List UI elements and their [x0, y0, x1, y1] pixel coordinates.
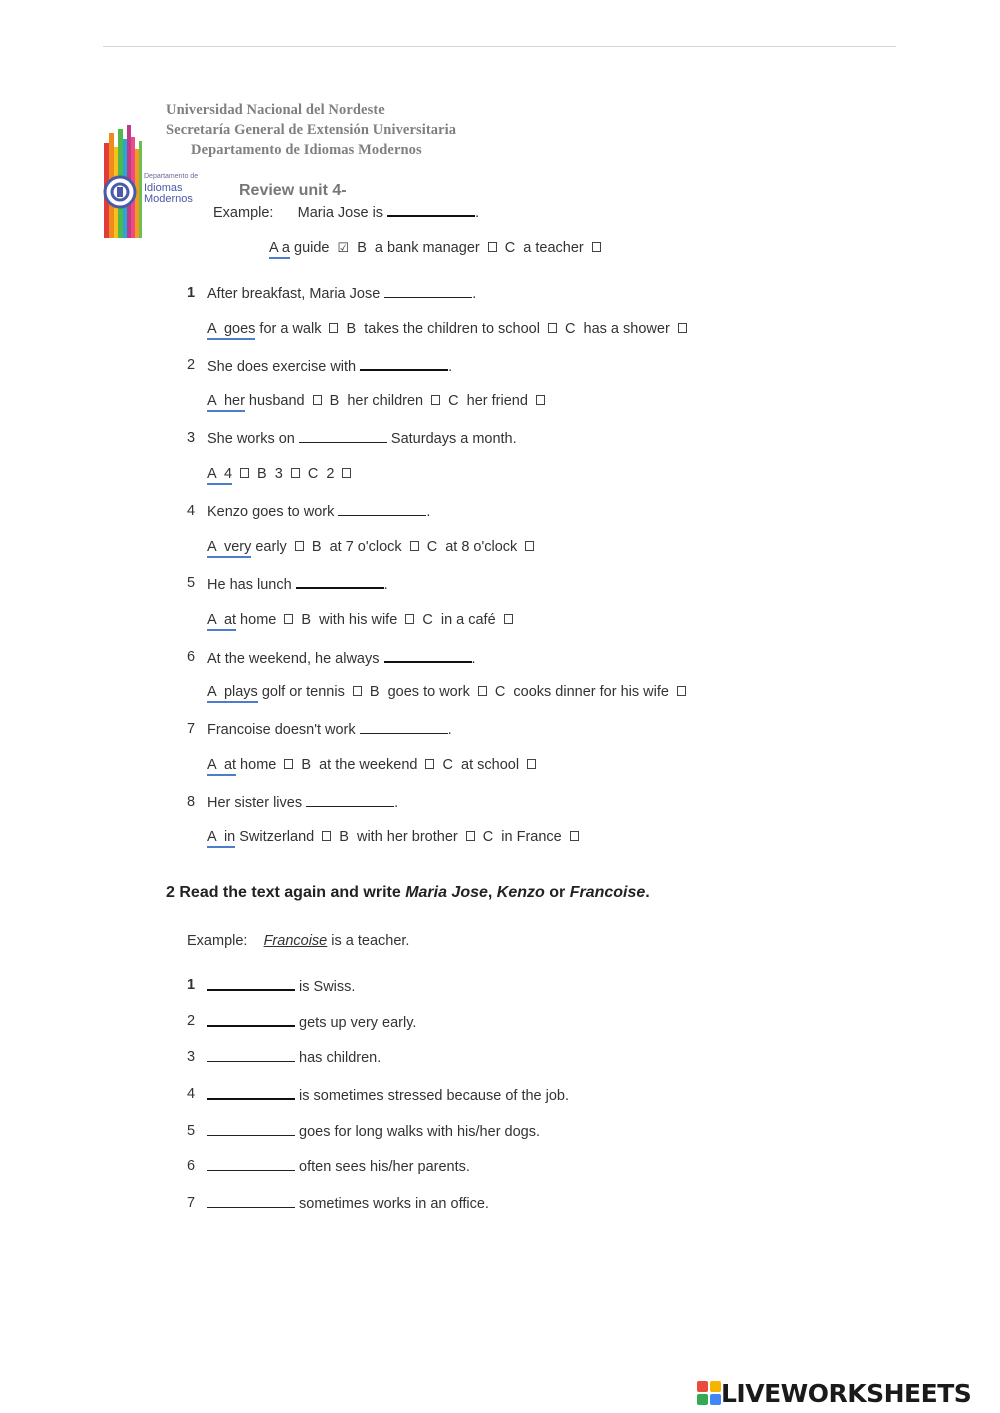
question-number: 6	[187, 649, 196, 665]
option-a[interactable]: A 4	[207, 466, 232, 485]
checkbox-icon[interactable]	[592, 242, 601, 252]
checkbox-icon[interactable]	[678, 323, 687, 333]
checkbox-icon[interactable]	[536, 395, 545, 405]
checkbox-icon[interactable]	[405, 614, 414, 624]
example-option-b[interactable]: B a bank manager	[357, 240, 480, 256]
option-c[interactable]: C 2	[307, 466, 335, 482]
item-number: 3	[187, 1049, 196, 1065]
option-b[interactable]: B takes the children to school	[346, 321, 540, 337]
answer-blank	[338, 503, 426, 516]
option-b[interactable]: B her children	[329, 393, 424, 409]
answer-blank	[360, 357, 448, 371]
checkbox-icon[interactable]	[291, 468, 300, 478]
answer-blank[interactable]	[207, 1195, 295, 1208]
checkbox-icon[interactable]	[342, 468, 351, 478]
option-a[interactable]: A very	[207, 539, 251, 558]
option-c[interactable]: C in a café	[422, 612, 496, 628]
answer-blank[interactable]	[207, 1158, 295, 1171]
checkbox-icon[interactable]	[548, 323, 557, 333]
example-label: Example:	[213, 205, 274, 221]
option-a[interactable]: A her	[207, 393, 245, 412]
item-number: 4	[187, 1086, 196, 1102]
question-2: She does exercise with .	[207, 359, 453, 375]
checkbox-icon[interactable]	[353, 686, 362, 696]
option-b[interactable]: B 3	[257, 466, 283, 482]
example-option-c[interactable]: C a teacher	[504, 240, 584, 256]
checkbox-icon[interactable]	[329, 323, 338, 333]
option-c[interactable]: C her friend	[448, 393, 528, 409]
question-6-options: A plays golf or tennis B goes to work C cooks dinner for his wife	[207, 684, 690, 700]
fill-item-1: is Swiss.	[207, 977, 355, 995]
section-2-heading: 2 Read the text again and write Maria Jose, Kenzo or Francoise.	[166, 884, 650, 901]
option-c[interactable]: C cooks dinner for his wife	[494, 684, 669, 700]
question-7: Francoise doesn't work .	[207, 722, 452, 738]
answer-blank[interactable]	[207, 977, 295, 991]
checkbox-icon[interactable]	[410, 541, 419, 551]
option-c[interactable]: C at 8 o'clock	[426, 539, 518, 555]
fill-item-4: is sometimes stressed because of the job.	[207, 1086, 569, 1104]
answer-blank[interactable]	[207, 1123, 295, 1136]
question-8-options: A in Switzerland B with her brother C in France	[207, 829, 583, 845]
department-name: Departamento de Idiomas Modernos	[191, 142, 422, 158]
item-number: 5	[187, 1123, 196, 1139]
question-5: He has lunch .	[207, 577, 388, 593]
fill-item-6: often sees his/her parents.	[207, 1158, 470, 1175]
checkbox-icon[interactable]	[466, 831, 475, 841]
answer-blank	[387, 203, 475, 217]
checkbox-icon[interactable]	[313, 395, 322, 405]
example-option-a[interactable]: A a	[269, 240, 290, 259]
logo-text-line2: Modernos	[144, 193, 193, 205]
fill-item-5: goes for long walks with his/her dogs.	[207, 1123, 540, 1140]
option-b[interactable]: B goes to work	[369, 684, 470, 700]
question-number: 4	[187, 503, 196, 519]
answer-blank	[296, 575, 384, 589]
answer-blank[interactable]	[207, 1086, 295, 1100]
fill-item-2: gets up very early.	[207, 1013, 416, 1031]
checked-box-icon[interactable]: ☑	[337, 240, 350, 255]
option-b[interactable]: B at 7 o'clock	[311, 539, 402, 555]
question-number: 3	[187, 430, 196, 446]
option-b[interactable]: B with her brother	[339, 829, 458, 845]
checkbox-icon[interactable]	[525, 541, 534, 551]
fill-item-7: sometimes works in an office.	[207, 1195, 489, 1212]
option-a[interactable]: A goes	[207, 321, 255, 340]
logo-text-line1: Idiomas	[144, 182, 183, 194]
option-a[interactable]: A at	[207, 612, 236, 631]
question-number: 5	[187, 575, 196, 591]
option-b[interactable]: B at the weekend	[301, 757, 418, 773]
checkbox-icon[interactable]	[295, 541, 304, 551]
section-2-example: Example: Francoise is a teacher.	[187, 933, 410, 949]
option-a[interactable]: A at	[207, 757, 236, 776]
answer-blank	[299, 430, 387, 443]
answer-blank	[360, 721, 448, 734]
checkbox-icon[interactable]	[527, 759, 536, 769]
option-b[interactable]: B with his wife	[301, 612, 398, 628]
example-sentence: Example: Maria Jose is .	[213, 205, 480, 221]
checkbox-icon[interactable]	[488, 242, 497, 252]
question-3: She works on Saturdays a month.	[207, 431, 517, 447]
question-number: 1	[187, 285, 196, 301]
question-1-options: A goes for a walk B takes the children to school C has a shower	[207, 321, 691, 337]
question-4-options: A very early B at 7 o'clock C at 8 o'clock	[207, 539, 538, 555]
checkbox-icon[interactable]	[677, 686, 686, 696]
brand-text: LIVEWORKSHEETS	[721, 1378, 972, 1408]
review-title: Review unit 4-	[239, 182, 347, 199]
option-c[interactable]: C in France	[482, 829, 562, 845]
checkbox-icon[interactable]	[570, 831, 579, 841]
item-number: 6	[187, 1158, 196, 1174]
question-6: At the weekend, he always .	[207, 651, 476, 667]
question-number: 2	[187, 357, 196, 373]
fill-item-3: has children.	[207, 1049, 381, 1066]
checkbox-icon[interactable]	[431, 395, 440, 405]
answer-blank	[384, 285, 472, 298]
item-number: 1	[187, 977, 196, 993]
checkbox-icon[interactable]	[478, 686, 487, 696]
checkbox-icon[interactable]	[504, 614, 513, 624]
top-rule	[103, 46, 896, 47]
example-options: A a guide ☑ B a bank manager C a teacher	[269, 240, 605, 256]
item-number: 7	[187, 1195, 196, 1211]
question-4: Kenzo goes to work .	[207, 504, 431, 520]
checkbox-icon[interactable]	[284, 759, 293, 769]
secretariat-name: Secretaría General de Extensión Universitaria	[166, 122, 457, 138]
item-number: 2	[187, 1013, 196, 1029]
option-a[interactable]: A plays	[207, 684, 258, 703]
checkbox-icon[interactable]	[425, 759, 434, 769]
question-8: Her sister lives .	[207, 795, 399, 811]
example-sentence-start: Maria Jose is	[297, 205, 384, 221]
question-2-options: A her husband B her children C her friend	[207, 393, 549, 409]
liveworksheets-brand[interactable]	[697, 1376, 971, 1410]
answer-blank[interactable]	[207, 1013, 295, 1027]
question-5-options: A at home B with his wife C in a café	[207, 612, 517, 628]
checkbox-icon[interactable]	[284, 614, 293, 624]
question-number: 8	[187, 794, 196, 810]
option-c[interactable]: C has a shower	[565, 321, 670, 337]
question-3-options	[207, 466, 355, 482]
question-number: 7	[187, 721, 196, 737]
question-1: After breakfast, Maria Jose .	[207, 286, 477, 302]
answer-blank	[306, 794, 394, 807]
question-7-options: A at home B at the weekend C at school	[207, 757, 540, 773]
department-logo	[100, 125, 202, 245]
option-a[interactable]: A in	[207, 829, 235, 848]
university-name: Universidad Nacional del Nordeste	[166, 102, 385, 118]
answer-blank[interactable]	[207, 1049, 295, 1062]
logo-small-text: Departamento de	[144, 173, 199, 180]
liveworksheets-logo-icon	[697, 1381, 721, 1405]
checkbox-icon[interactable]	[240, 468, 249, 478]
option-c[interactable]: C at school	[442, 757, 520, 773]
checkbox-icon[interactable]	[322, 831, 331, 841]
answer-blank	[384, 649, 472, 663]
